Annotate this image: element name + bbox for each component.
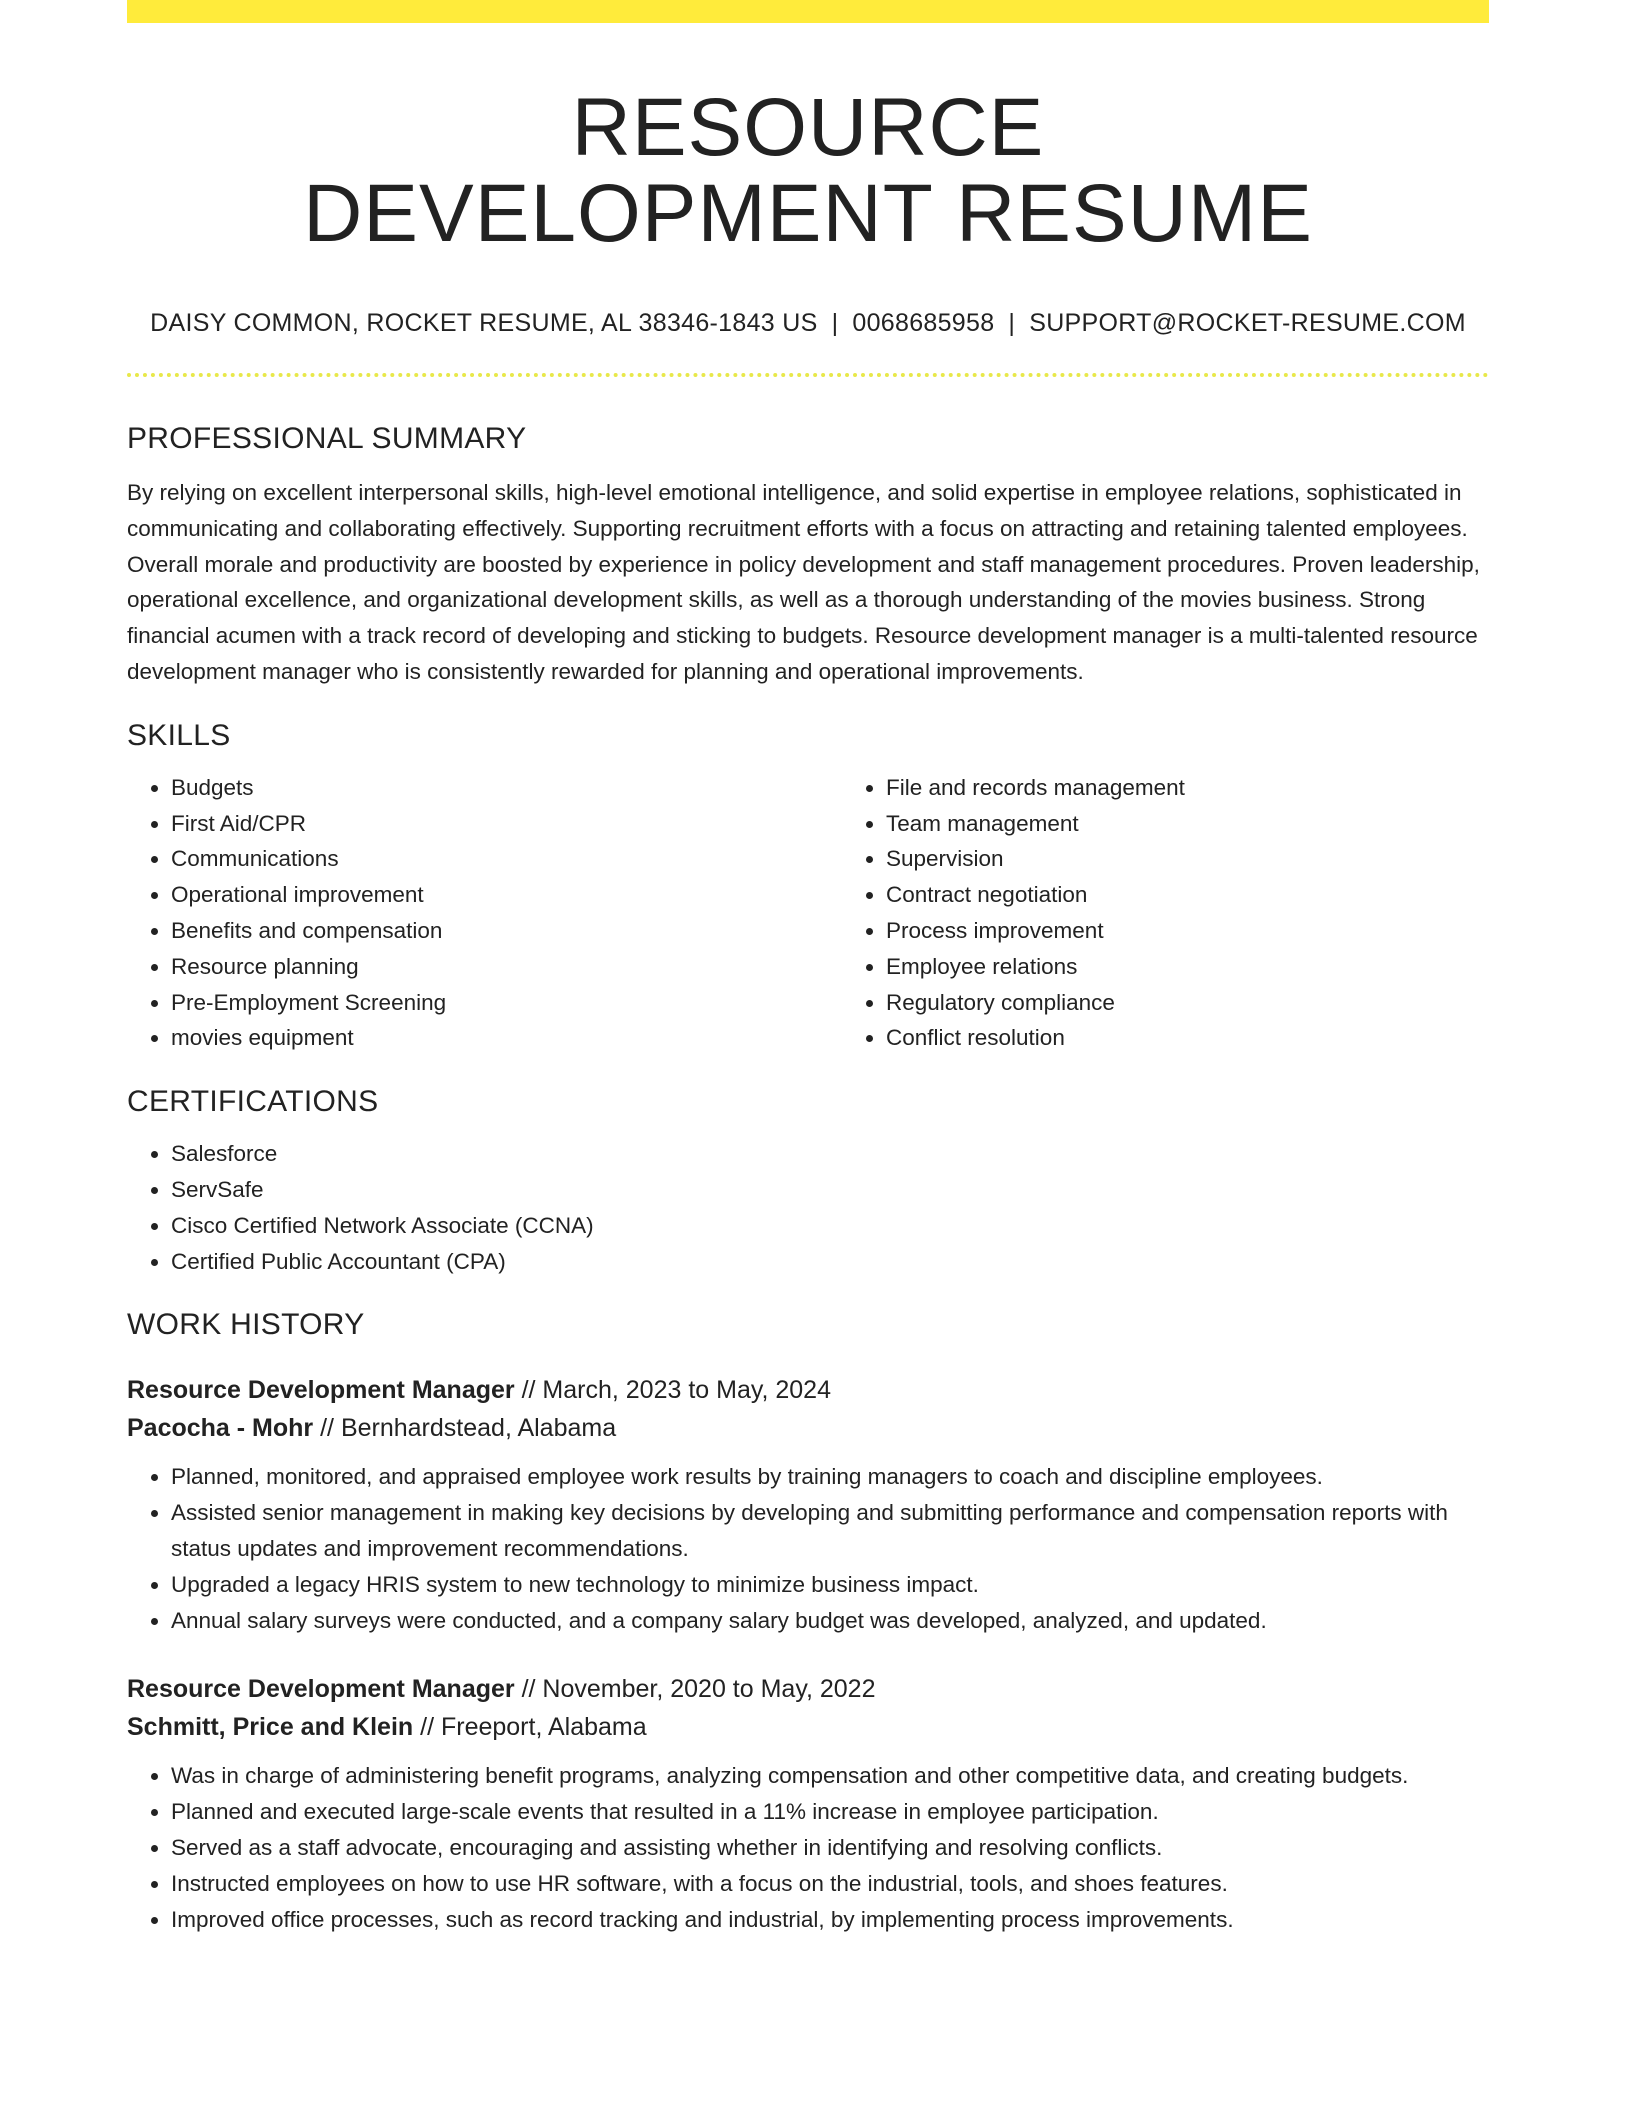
job-location: // Freeport, Alabama bbox=[413, 1713, 647, 1742]
job-title-line bbox=[127, 1371, 1489, 1409]
job-entry bbox=[127, 1670, 1489, 1937]
dotted-divider bbox=[127, 373, 1489, 377]
job-dates: // March, 2023 to May, 2024 bbox=[514, 1376, 831, 1405]
summary-text: By relying on excellent interpersonal skills, high-level emotional intelligence, and solid expertise in employee relations, sophisticated in communicating and collaborating effectively. Supporting recruitment efforts with a focus on attracting and retaining talented employees. Overall morale and productivity are boosted by experience in policy development and staff management procedures. Proven leadership, operational excellence, and organizational development skills, as well as a thorough understanding of the movies business. Strong financial acumen with a track record of developing and sticking to budgets. Resource development manager is a multi-talented resource development manager who is consistently rewarded for planning and operational improvements. bbox=[127, 480, 1480, 684]
certification-item: • ServSafe bbox=[171, 1172, 1489, 1208]
skill-item: • First Aid/CPR bbox=[171, 806, 842, 842]
resume-title bbox=[127, 82, 1489, 259]
job-bullet: • Upgraded a legacy HRIS system to new technology to minimize business impact. bbox=[171, 1567, 1489, 1603]
contact-email[interactable]: SUPPORT@ROCKET-RESUME.COM bbox=[1029, 309, 1466, 337]
summary-section bbox=[127, 421, 1489, 690]
contact-phone: 0068685958 bbox=[852, 309, 995, 337]
contact-separator: | bbox=[831, 309, 839, 337]
job-entry bbox=[127, 1371, 1489, 1638]
skill-item: • Contract negotiation bbox=[886, 877, 1557, 913]
job-bullet: • Improved office processes, such as record tracking and industrial, by implementing process improvements. bbox=[171, 1902, 1489, 1938]
job-company: Pacocha - Mohr bbox=[127, 1414, 314, 1443]
skill-item: • Pre-Employment Screening bbox=[171, 985, 842, 1021]
job-bullet: • Served as a staff advocate, encouraging and assisting whether in identifying and resolving conflicts. bbox=[171, 1830, 1489, 1866]
skills-section bbox=[127, 718, 1489, 1056]
job-bullet: • Planned, monitored, and appraised employee work results by training managers to coach and discipline employees. bbox=[171, 1459, 1489, 1495]
certifications-heading: CERTIFICATIONS bbox=[127, 1085, 379, 1119]
skill-item: • Employee relations bbox=[886, 949, 1557, 985]
work-history-section bbox=[127, 1307, 1489, 1937]
certifications-section bbox=[127, 1084, 1489, 1279]
skills-columns bbox=[127, 754, 1489, 1056]
job-title: Resource Development Manager bbox=[127, 1675, 515, 1704]
contact-line bbox=[127, 307, 1489, 339]
job-title: Resource Development Manager bbox=[127, 1376, 515, 1405]
contact-address: DAISY COMMON, ROCKET RESUME, AL 38346-1843 US bbox=[150, 309, 818, 337]
certification-item: • Certified Public Accountant (CPA) bbox=[171, 1244, 1489, 1280]
skill-item: • Budgets bbox=[171, 770, 842, 806]
job-bullet: • Assisted senior management in making key decisions by developing and submitting performance and compensation reports with status updates and improvement recommendations. bbox=[171, 1495, 1489, 1567]
job-location: // Bernhardstead, Alabama bbox=[313, 1414, 617, 1443]
certifications-list bbox=[127, 1136, 1489, 1279]
job-bullets bbox=[127, 1758, 1489, 1937]
certification-item: • Salesforce bbox=[171, 1136, 1489, 1172]
job-bullet: • Planned and executed large-scale events that resulted in a 11% increase in employee participation. bbox=[171, 1794, 1489, 1830]
job-title-line bbox=[127, 1670, 1489, 1708]
job-bullet: • Annual salary surveys were conducted, and a company salary budget was developed, analyzed, and updated. bbox=[171, 1603, 1489, 1639]
job-company: Schmitt, Price and Klein bbox=[127, 1713, 414, 1742]
work-history-heading: WORK HISTORY bbox=[127, 1308, 365, 1342]
skill-item: • Team management bbox=[886, 806, 1557, 842]
job-dates: // November, 2020 to May, 2022 bbox=[514, 1675, 876, 1704]
title-line-1: RESOURCE bbox=[571, 82, 1045, 173]
skill-item: • Process improvement bbox=[886, 913, 1557, 949]
job-bullet: • Was in charge of administering benefit programs, analyzing compensation and other competitive data, and creating budgets. bbox=[171, 1758, 1489, 1794]
contact-separator: | bbox=[1008, 309, 1016, 337]
job-company-line bbox=[127, 1708, 1489, 1746]
skill-item: • Benefits and compensation bbox=[171, 913, 842, 949]
skills-heading: SKILLS bbox=[127, 718, 231, 752]
job-bullet: • Instructed employees on how to use HR software, with a focus on the industrial, tools, and shoes features. bbox=[171, 1866, 1489, 1902]
certification-item: • Cisco Certified Network Associate (CCNA) bbox=[171, 1208, 1489, 1244]
skill-item: • Resource planning bbox=[171, 949, 842, 985]
skill-item: • Operational improvement bbox=[171, 877, 842, 913]
skill-item: • Conflict resolution bbox=[886, 1020, 1557, 1056]
job-company-line bbox=[127, 1409, 1489, 1447]
title-line-2: DEVELOPMENT RESUME bbox=[303, 168, 1313, 259]
skills-list-right bbox=[842, 770, 1557, 1056]
skill-item: • File and records management bbox=[886, 770, 1557, 806]
job-bullets bbox=[127, 1459, 1489, 1638]
skills-list-left bbox=[127, 770, 842, 1056]
skill-item: • Regulatory compliance bbox=[886, 985, 1557, 1021]
resume-page bbox=[127, 0, 1489, 1937]
top-accent-bar bbox=[127, 0, 1489, 23]
summary-heading: PROFESSIONAL SUMMARY bbox=[127, 422, 527, 455]
skill-item: • movies equipment bbox=[171, 1020, 842, 1056]
skill-item: • Communications bbox=[171, 841, 842, 877]
skill-item: • Supervision bbox=[886, 841, 1557, 877]
